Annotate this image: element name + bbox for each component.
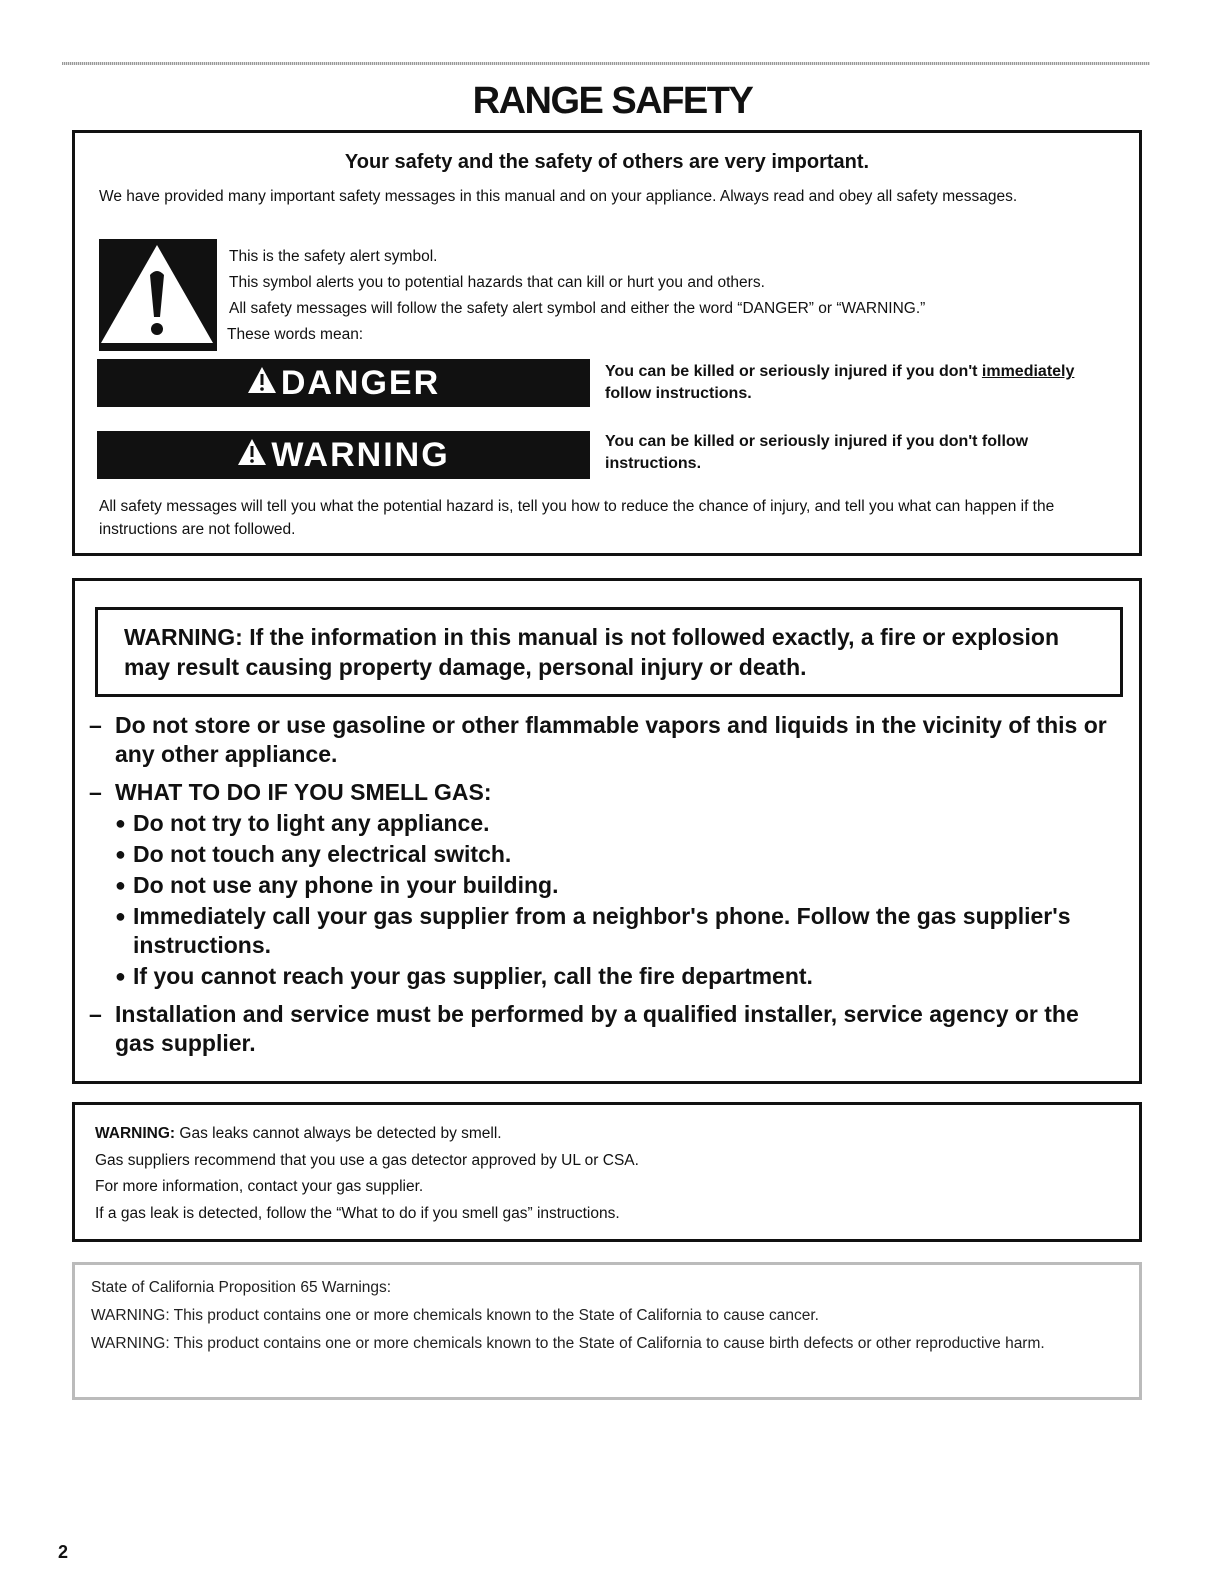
gas-instructions-list — [89, 711, 1123, 1067]
sub-item-text: Do not try to light any appliance. — [133, 810, 490, 836]
alert-line: This symbol alerts you to potential hazards that can kill or hurt you and others. — [229, 274, 765, 291]
alert-line: All safety messages will follow the safety alert symbol and either the word “DANGER” or “WARNING.” — [229, 300, 926, 317]
prop65-text — [91, 1277, 1099, 1361]
dash-marker: – — [89, 1001, 102, 1027]
gas-warning-box — [72, 578, 1142, 1084]
warning-signal-bar — [97, 431, 590, 479]
sub-item-text: Do not touch any electrical switch. — [133, 841, 512, 867]
sub-item-text: Do not use any phone in your building. — [133, 872, 559, 898]
page-title: RANGE SAFETY — [472, 80, 753, 122]
prop65-box — [72, 1262, 1142, 1400]
gas-detector-text — [95, 1121, 639, 1227]
detector-line: Gas suppliers recommend that you use a gas detector approved by UL or CSA. — [95, 1151, 639, 1169]
prop65-title: State of California Proposition 65 Warnings: — [91, 1279, 392, 1296]
bullet-icon: ● — [115, 813, 126, 833]
bullet-icon: ● — [115, 906, 126, 926]
sub-list-item — [115, 809, 1123, 838]
prop65-line: WARNING: This product contains one or more chemicals known to the State of California to cause cancer. — [91, 1307, 819, 1324]
dash-marker: – — [89, 712, 102, 738]
list-item-text: Installation and service must be performed by a qualified installer, service agency or the gas supplier. — [115, 1001, 1079, 1056]
danger-text-part: follow instructions. — [605, 385, 752, 402]
safety-heading: Your safety and the safety of others are very important. — [344, 151, 870, 173]
danger-text-part: You can be killed or seriously injured if you don't — [605, 363, 982, 380]
fire-explosion-warning: WARNING: If the information in this manual is not followed exactly, a fire or explosion may result causing property damage, personal injury or death. — [95, 607, 1123, 697]
list-item — [89, 1000, 1123, 1058]
warning-meaning: You can be killed or seriously injured if you don't follow instructions. — [605, 433, 1029, 472]
list-item — [89, 711, 1123, 769]
sub-list-item — [115, 840, 1123, 869]
warning-label: WARNING — [271, 435, 450, 474]
bullet-icon: ● — [115, 844, 126, 864]
bullet-icon: ● — [115, 875, 126, 895]
detector-line: If a gas leak is detected, follow the “What to do if you smell gas” instructions. — [95, 1204, 620, 1222]
danger-emphasis: immediately — [981, 363, 1075, 380]
alert-explanation — [229, 245, 1079, 349]
sub-list-item — [115, 962, 1123, 991]
warning-label: WARNING: — [95, 1125, 176, 1142]
gas-detector-box — [72, 1102, 1142, 1242]
sub-list-item — [115, 902, 1123, 960]
danger-signal-bar — [97, 359, 590, 407]
sub-item-text: If you cannot reach your gas supplier, call the fire department. — [133, 963, 813, 989]
sub-item-text: Immediately call your gas supplier from a neighbor's phone. Follow the gas supplier's instructions. — [133, 903, 1071, 958]
danger-meaning — [605, 361, 1123, 405]
list-item — [89, 778, 1123, 807]
list-item-text: WHAT TO DO IF YOU SMELL GAS: — [115, 779, 492, 805]
alert-triangle-icon — [247, 364, 277, 403]
dash-marker: – — [89, 779, 102, 805]
top-rule — [62, 62, 1150, 65]
sub-list-item — [115, 871, 1123, 900]
alert-triangle-icon — [237, 436, 267, 475]
detector-line: Gas leaks cannot always be detected by smell. — [179, 1125, 502, 1142]
danger-label: DANGER — [280, 363, 441, 402]
prop65-line: WARNING: This product contains one or more chemicals known to the State of California to cause birth defects or other reproductive harm. — [91, 1335, 1045, 1352]
detector-line: For more information, contact your gas supplier. — [95, 1178, 424, 1195]
safety-alert-icon — [99, 239, 217, 351]
safety-intro-text: We have provided many important safety messages in this manual and on your appliance. Always read and obey all safety messages. — [99, 188, 1018, 205]
list-item-text: Do not store or use gasoline or other flammable vapors and liquids in the vicinity of this or any other appliance. — [115, 712, 1107, 767]
safety-footer-text: All safety messages will tell you what the potential hazard is, tell you how to reduce the chance of injury, and tell you what can happen if the instructions are not followed. — [99, 498, 1055, 538]
safety-intro-box — [72, 130, 1142, 556]
page-number: 2 — [58, 1542, 69, 1562]
bullet-icon: ● — [115, 966, 126, 986]
alert-line: This is the safety alert symbol. — [229, 248, 438, 265]
alert-line: These words mean: — [227, 326, 364, 343]
